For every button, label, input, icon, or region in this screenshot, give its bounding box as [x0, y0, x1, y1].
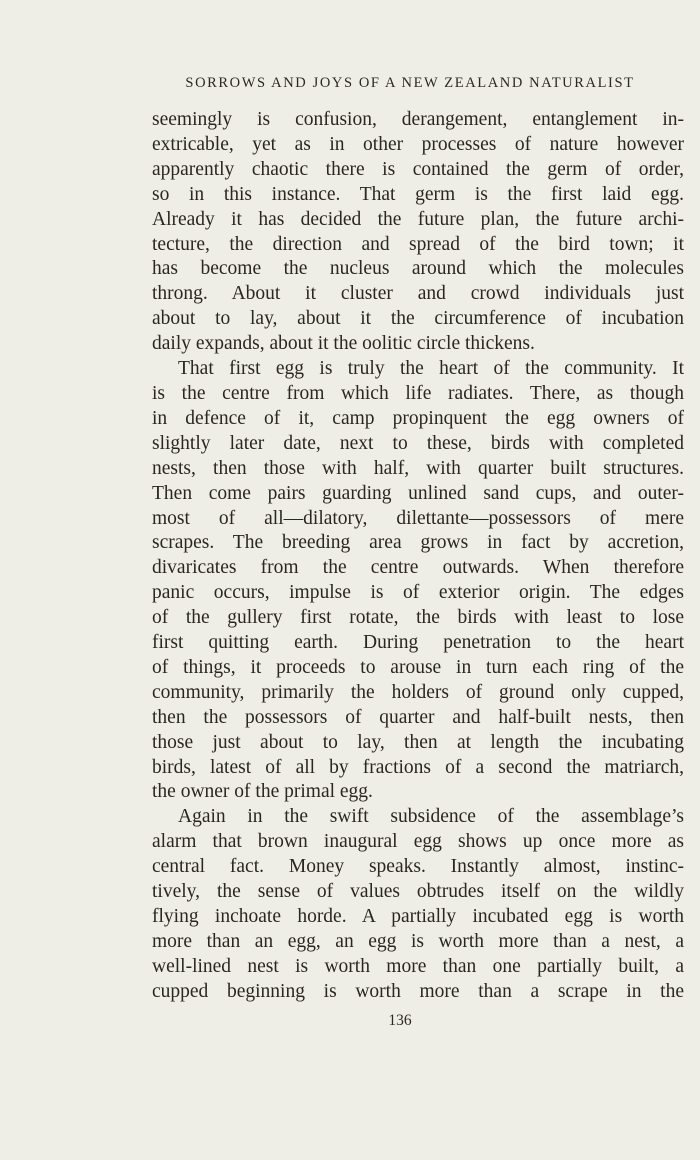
text-line: flying inchoate horde. A partially incubated egg is worth: [152, 906, 684, 927]
paragraph-end-line: the owner of the primal egg.: [152, 781, 373, 803]
text-line: community, primarily the holders of ground only cupped,: [152, 681, 684, 703]
running-head: SORROWS AND JOYS OF A NEW ZEALAND NATURALIST: [185, 75, 635, 91]
text-line: seemingly is confusion, derangement, entanglement in-: [152, 109, 684, 130]
text-line: extricable, yet as in other processes of nature however: [152, 133, 684, 155]
text-line: then the possessors of quarter and half-built nests, then: [152, 706, 684, 728]
text-line: central fact. Money speaks. Instantly almost, instinc-: [152, 856, 684, 878]
text-line: of things, it proceeds to arouse in turn each ring of the: [152, 656, 684, 678]
text-line: birds, latest of all by fractions of a second the matriarch,: [152, 756, 684, 778]
text-line: first quitting earth. During penetration to the heart: [152, 632, 684, 654]
text-line: of the gullery first rotate, the birds with least to lose: [152, 607, 684, 629]
paragraph-start-line: That first egg is truly the heart of the community. It: [178, 358, 684, 380]
text-line: panic occurs, impulse is of exterior origin. The edges: [152, 582, 684, 604]
text-line: has become the nucleus around which the molecules: [152, 258, 684, 280]
text-line: throng. About it cluster and crowd individuals just: [152, 283, 684, 305]
body-text: [152, 108, 684, 1005]
text-line: more than an egg, an egg is worth more than a nest, a: [152, 930, 684, 952]
text-line: slightly later date, next to these, birds with completed: [152, 432, 684, 454]
text-line: in defence of it, camp propinquent the egg owners of: [152, 407, 684, 429]
text-line: tively, the sense of values obtrudes itself on the wildly: [152, 881, 684, 903]
text-line: divaricates from the centre outwards. When therefore: [152, 557, 684, 579]
text-line: well-lined nest is worth more than one partially built, a: [152, 955, 684, 977]
text-line: apparently chaotic there is contained the germ of order,: [152, 158, 684, 180]
text-line: most of all—dilatory, dilettante—possessors of mere: [152, 507, 684, 529]
paragraph-end-line: daily expands, about it the oolitic circle thickens.: [152, 333, 535, 355]
text-line: is the centre from which life radiates. There, as though: [152, 382, 684, 404]
text-line: scrapes. The breeding area grows in fact by accretion,: [152, 532, 684, 554]
text-line: nests, then those with half, with quarter built structures.: [152, 457, 684, 479]
text-line: Then come pairs guarding unlined sand cups, and outer-: [152, 482, 684, 504]
text-line: cupped beginning is worth more than a scrape in the: [152, 980, 684, 1002]
page-number: 136: [388, 1012, 412, 1029]
text-line: alarm that brown inaugural egg shows up once more as: [152, 831, 684, 853]
text-line: about to lay, about it the circumference of incubation: [152, 308, 684, 330]
text-line: those just about to lay, then at length the incubating: [152, 731, 684, 753]
text-line: Already it has decided the future plan, the future archi-: [152, 208, 684, 230]
text-line: so in this instance. That germ is the first laid egg.: [152, 183, 684, 205]
text-line: tecture, the direction and spread of the bird town; it: [152, 233, 684, 255]
paragraph-start-line: Again in the swift subsidence of the assemblage’s: [178, 806, 684, 828]
